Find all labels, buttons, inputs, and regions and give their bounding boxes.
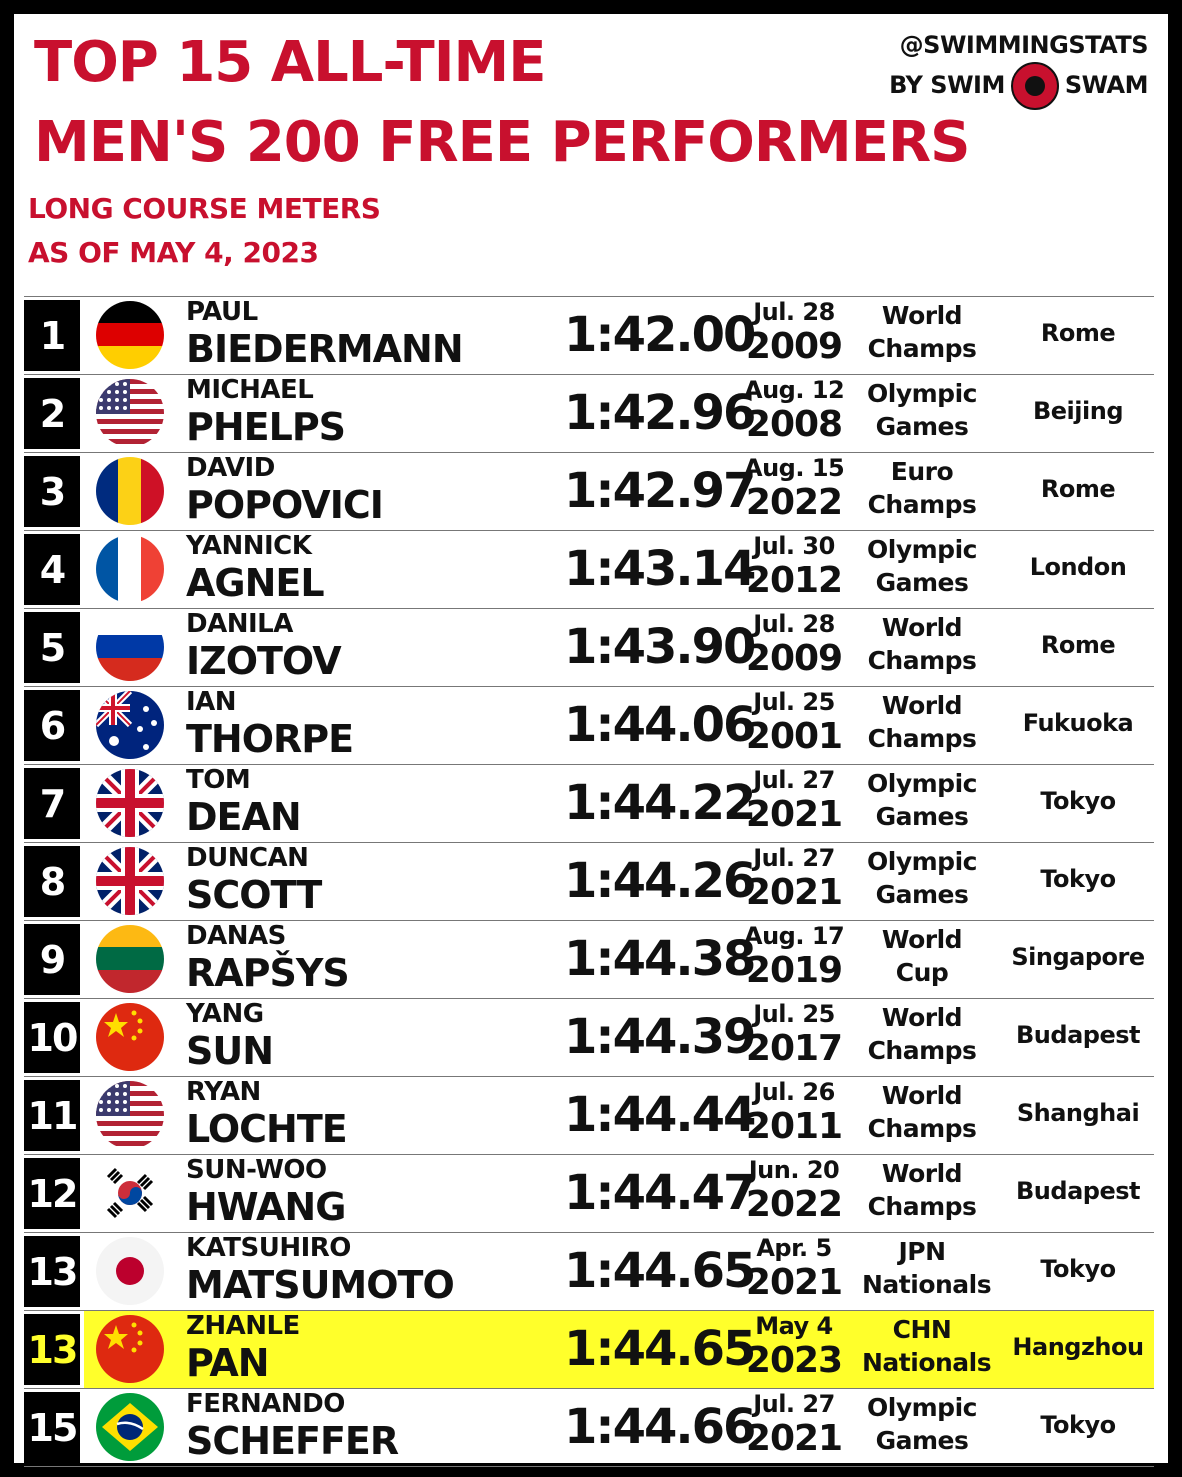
table-row	[24, 1154, 1154, 1232]
meet-line-1: World	[881, 1081, 963, 1110]
swim-time: 1:42.00	[564, 307, 755, 363]
swim-date	[744, 1077, 844, 1147]
swim-date	[744, 1389, 844, 1459]
meet-city: Tokyo	[1040, 1411, 1116, 1439]
meet-line-2: Games	[875, 802, 969, 831]
swim-time: 1:44.06	[564, 697, 755, 753]
meet-line-2: Champs	[867, 1036, 977, 1065]
last-name: SCOTT	[186, 873, 322, 917]
table-row	[24, 764, 1154, 842]
title-line-2: MEN'S 200 FREE PERFORMERS	[34, 110, 970, 175]
swim-date	[744, 999, 844, 1069]
swim-date	[744, 843, 844, 913]
first-name: DANAS	[186, 921, 286, 951]
meet-line-2: Nationals	[862, 1348, 992, 1377]
date-year: 2021	[745, 794, 843, 835]
rank-badge: 15	[24, 1392, 80, 1463]
first-name: DUNCAN	[186, 843, 309, 873]
swim-time: 1:43.14	[564, 541, 755, 597]
meet-name	[862, 455, 982, 521]
meet-name	[862, 1001, 982, 1067]
rank-badge: 2	[24, 378, 80, 449]
meet-line-1: Olympic	[867, 847, 977, 876]
rank-badge: 5	[24, 612, 80, 683]
swim-date	[744, 297, 844, 367]
subtitle-date: AS OF MAY 4, 2023	[28, 236, 319, 269]
first-name: PAUL	[186, 297, 258, 327]
china-flag-icon	[96, 1003, 164, 1071]
date-month-day: Aug. 17	[744, 922, 845, 950]
first-name: DANILA	[186, 609, 293, 639]
australia-flag-icon	[96, 691, 164, 759]
first-name: FERNANDO	[186, 1389, 345, 1419]
table-row	[24, 1388, 1154, 1467]
romania-flag-icon	[96, 457, 164, 525]
table-row	[24, 530, 1154, 608]
meet-city: Rome	[1040, 631, 1116, 659]
meet-line-2: Games	[875, 1426, 969, 1455]
table-row	[24, 1076, 1154, 1154]
date-year: 2009	[745, 326, 843, 367]
swim-date	[744, 531, 844, 601]
last-name: MATSUMOTO	[186, 1263, 454, 1307]
swim-time: 1:42.97	[564, 463, 755, 519]
rank-badge: 10	[24, 1002, 80, 1073]
meet-line-2: Games	[875, 880, 969, 909]
meet-city: Rome	[1040, 319, 1116, 347]
date-year: 2022	[745, 1184, 843, 1225]
date-month-day: Jul. 25	[753, 1000, 835, 1028]
last-name: LOCHTE	[186, 1107, 347, 1151]
meet-name	[862, 1391, 982, 1457]
meet-city: Beijing	[1032, 397, 1123, 425]
last-name: PHELPS	[186, 405, 346, 449]
swim-date	[744, 1155, 844, 1225]
date-year: 2008	[745, 404, 843, 445]
swim-time: 1:44.66	[564, 1399, 755, 1455]
meet-line-1: World	[881, 925, 963, 954]
subtitle-course: LONG COURSE METERS	[28, 192, 381, 225]
swim-date	[744, 687, 844, 757]
first-name: DAVID	[186, 453, 275, 483]
table-row	[24, 686, 1154, 764]
swim-time: 1:44.38	[564, 931, 755, 987]
china-flag-icon	[96, 1315, 164, 1383]
table-row	[24, 842, 1154, 920]
brazil-flag-icon	[96, 1393, 164, 1461]
brand-credit	[889, 28, 1148, 110]
swim-date	[744, 1311, 844, 1381]
meet-name	[862, 1235, 992, 1301]
date-month-day: Apr. 5	[756, 1234, 832, 1262]
uk-flag-icon	[96, 847, 164, 915]
meet-city: Tokyo	[1040, 865, 1116, 893]
date-month-day: May 4	[755, 1312, 833, 1340]
swim-time: 1:44.47	[564, 1165, 755, 1221]
rank-badge: 6	[24, 690, 80, 761]
swim-date	[744, 1233, 844, 1303]
meet-line-2: Champs	[867, 334, 977, 363]
meet-line-1: World	[881, 613, 963, 642]
meet-line-1: JPN	[898, 1237, 946, 1266]
first-name: ZHANLE	[186, 1311, 300, 1341]
swim-date	[744, 609, 844, 679]
meet-name	[862, 689, 982, 755]
meet-name	[862, 767, 982, 833]
swim-time: 1:43.90	[564, 619, 755, 675]
swimswam-logo-icon	[1011, 62, 1059, 110]
first-name: YANG	[186, 999, 264, 1029]
infographic-card	[14, 14, 1168, 1463]
meet-name	[862, 299, 982, 365]
rank-badge: 8	[24, 846, 80, 917]
meet-line-1: Olympic	[867, 535, 977, 564]
korea-flag-icon	[96, 1159, 164, 1227]
date-month-day: Jul. 25	[753, 688, 835, 716]
rank-badge: 4	[24, 534, 80, 605]
meet-line-2: Nationals	[862, 1270, 992, 1299]
brand-swam: SWAM	[1064, 71, 1148, 99]
rank-badge: 3	[24, 456, 80, 527]
meet-name	[862, 533, 982, 599]
table-row	[24, 374, 1154, 452]
table-row	[24, 608, 1154, 686]
japan-flag-icon	[96, 1237, 164, 1305]
last-name: RAPŠYS	[186, 951, 349, 995]
meet-line-2: Champs	[867, 724, 977, 753]
swim-time: 1:44.26	[564, 853, 755, 909]
date-month-day: Jul. 26	[753, 1078, 835, 1106]
brand-by: BY SWIM	[889, 71, 1005, 99]
date-month-day: Aug. 15	[744, 454, 845, 482]
usa-flag-icon	[96, 1081, 164, 1149]
table-row	[24, 998, 1154, 1076]
brand-byline	[889, 62, 1148, 110]
meet-line-1: Euro	[890, 457, 954, 486]
meet-name	[862, 845, 982, 911]
first-name: KATSUHIRO	[186, 1233, 351, 1263]
lithuania-flag-icon	[96, 925, 164, 993]
last-name: SUN	[186, 1029, 274, 1073]
date-month-day: Jun. 20	[748, 1156, 840, 1184]
swim-time: 1:42.96	[564, 385, 755, 441]
date-year: 2017	[745, 1028, 843, 1069]
meet-city: Hangzhou	[1012, 1333, 1144, 1361]
meet-line-1: Olympic	[867, 379, 977, 408]
meet-city: Tokyo	[1040, 787, 1116, 815]
meet-line-1: World	[881, 1003, 963, 1032]
meet-city: Singapore	[1011, 943, 1145, 971]
table-row	[24, 452, 1154, 530]
last-name: BIEDERMANN	[186, 327, 463, 371]
first-name: YANNICK	[186, 531, 312, 561]
last-name: SCHEFFER	[186, 1419, 399, 1463]
rank-badge: 7	[24, 768, 80, 839]
meet-city: London	[1029, 553, 1127, 581]
meet-line-2: Champs	[867, 646, 977, 675]
date-year: 2022	[745, 482, 843, 523]
last-name: HWANG	[186, 1185, 346, 1229]
date-month-day: Jul. 28	[753, 298, 835, 326]
meet-line-2: Cup	[895, 958, 949, 987]
rank-badge: 12	[24, 1158, 80, 1229]
swim-date	[744, 453, 844, 523]
swim-time: 1:44.65	[564, 1321, 755, 1377]
date-month-day: Jul. 27	[753, 766, 835, 794]
meet-name	[862, 1157, 982, 1223]
meet-city: Shanghai	[1016, 1099, 1140, 1127]
last-name: DEAN	[186, 795, 301, 839]
last-name: AGNEL	[186, 561, 324, 605]
meet-name	[862, 1079, 982, 1145]
meet-line-2: Champs	[867, 1192, 977, 1221]
date-year: 2021	[745, 872, 843, 913]
meet-line-1: Olympic	[867, 1393, 977, 1422]
date-year: 2011	[745, 1106, 843, 1147]
date-month-day: Jul. 27	[753, 1390, 835, 1418]
title-line-1: TOP 15 ALL-TIME	[34, 30, 546, 95]
meet-city: Fukuoka	[1022, 709, 1134, 737]
meet-line-2: Champs	[867, 1114, 977, 1143]
germany-flag-icon	[96, 301, 164, 369]
meet-city: Budapest	[1016, 1177, 1140, 1205]
first-name: TOM	[186, 765, 251, 795]
meet-name	[862, 611, 982, 677]
last-name: PAN	[186, 1341, 269, 1385]
meet-line-2: Games	[875, 568, 969, 597]
first-name: MICHAEL	[186, 375, 314, 405]
meet-city: Tokyo	[1040, 1255, 1116, 1283]
rank-badge: 13	[24, 1236, 80, 1307]
meet-city: Budapest	[1016, 1021, 1140, 1049]
table-row	[24, 1232, 1154, 1310]
date-month-day: Jul. 30	[753, 532, 835, 560]
meet-line-1: CHN	[892, 1315, 952, 1344]
brand-handle: @SWIMMINGSTATS	[899, 31, 1148, 59]
date-year: 2021	[745, 1262, 843, 1303]
uk-flag-icon	[96, 769, 164, 837]
meet-name	[862, 1313, 992, 1379]
first-name: SUN-WOO	[186, 1155, 327, 1185]
meet-line-1: World	[881, 1159, 963, 1188]
swim-date	[744, 921, 844, 991]
date-month-day: Jul. 27	[753, 844, 835, 872]
date-month-day: Aug. 12	[744, 376, 845, 404]
meet-city: Rome	[1040, 475, 1116, 503]
swim-time: 1:44.44	[564, 1087, 755, 1143]
last-name: THORPE	[186, 717, 354, 761]
last-name: IZOTOV	[186, 639, 341, 683]
table-row	[24, 1310, 1154, 1388]
date-year: 2021	[745, 1418, 843, 1459]
meet-line-1: World	[881, 691, 963, 720]
swim-date	[744, 765, 844, 835]
date-year: 2001	[745, 716, 843, 757]
meet-line-2: Games	[875, 412, 969, 441]
swim-date	[744, 375, 844, 445]
table-row	[24, 296, 1154, 374]
meet-line-1: World	[881, 301, 963, 330]
table-row	[24, 920, 1154, 998]
date-year: 2009	[745, 638, 843, 679]
russia-flag-icon	[96, 613, 164, 681]
swim-time: 1:44.39	[564, 1009, 755, 1065]
date-month-day: Jul. 28	[753, 610, 835, 638]
last-name: POPOVICI	[186, 483, 383, 527]
rank-badge: 1	[24, 300, 80, 371]
rank-badge: 9	[24, 924, 80, 995]
rank-badge: 13	[24, 1314, 80, 1385]
meet-name	[862, 923, 982, 989]
meet-name	[862, 377, 982, 443]
date-year: 2019	[745, 950, 843, 991]
date-year: 2012	[745, 560, 843, 601]
meet-line-2: Champs	[867, 490, 977, 519]
swim-time: 1:44.65	[564, 1243, 755, 1299]
first-name: RYAN	[186, 1077, 261, 1107]
rankings-table	[24, 296, 1154, 1467]
first-name: IAN	[186, 687, 237, 717]
rank-badge: 11	[24, 1080, 80, 1151]
france-flag-icon	[96, 535, 164, 603]
swim-time: 1:44.22	[564, 775, 755, 831]
usa-flag-icon	[96, 379, 164, 447]
meet-line-1: Olympic	[867, 769, 977, 798]
date-year: 2023	[745, 1340, 843, 1381]
